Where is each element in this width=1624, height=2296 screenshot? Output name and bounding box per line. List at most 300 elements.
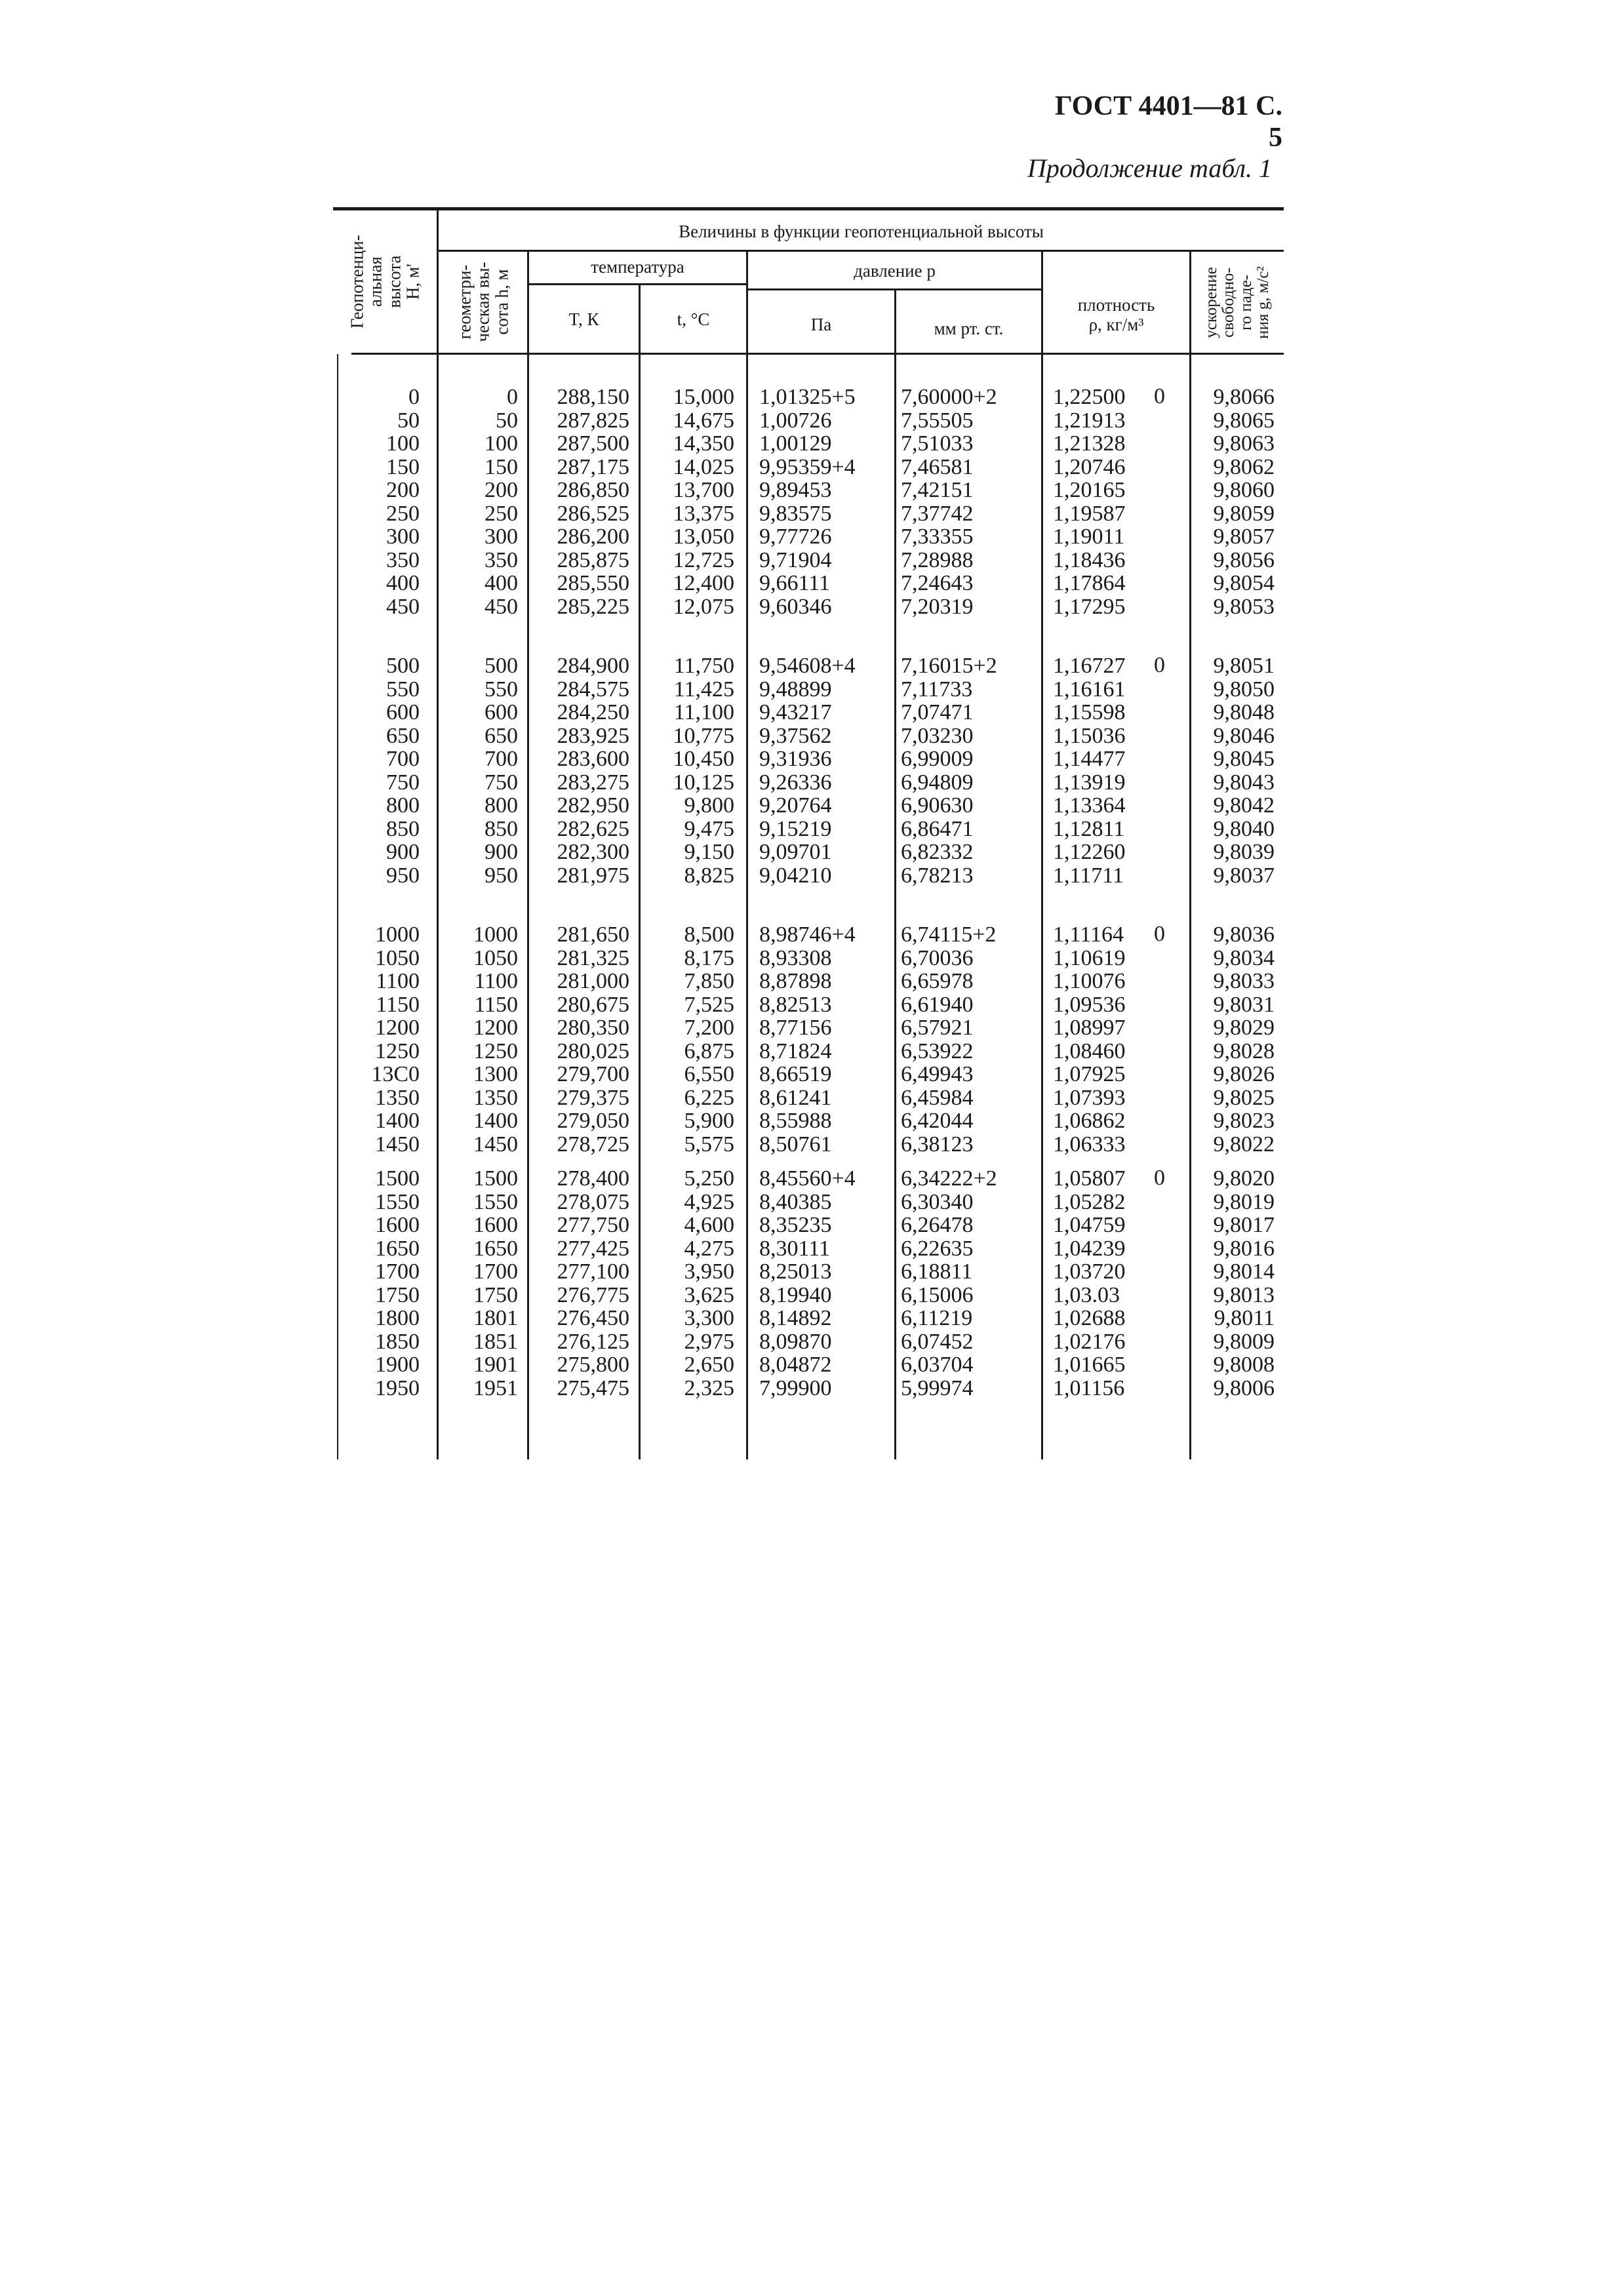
table-cell: 1,00129: [759, 431, 832, 456]
table-cell: 8,35235: [759, 1213, 832, 1237]
table-cell: 1550: [375, 1189, 420, 1214]
column-pressure-Pa: [759, 386, 890, 618]
table-cell: 9,26336: [759, 770, 832, 795]
table-cell: 280,025: [557, 1039, 629, 1063]
table-cell: 1050: [375, 945, 420, 970]
table-cell: 9,8033: [1213, 969, 1275, 993]
table-cell: 8,93308: [759, 945, 832, 970]
column-pressure-mmHg: [901, 1167, 1039, 1400]
table-cell: 4,600: [684, 1213, 734, 1237]
table-cell: 281,000: [557, 969, 629, 993]
table-cell: 7,20319: [901, 594, 974, 619]
table-cell: 8,77156: [759, 1016, 832, 1040]
table-cell: 285,875: [557, 547, 629, 572]
table-cell: 750: [485, 770, 518, 795]
table-cell: 8,14892: [759, 1306, 832, 1330]
table-cell: 284,575: [557, 677, 629, 702]
table-cell: 280,675: [557, 992, 629, 1017]
table-cell: 9,800: [684, 793, 734, 818]
table-cell: 281,325: [557, 945, 629, 970]
table-cell: 8,87898: [759, 969, 832, 993]
header-mmHg: мм рт. ст.: [934, 319, 1004, 338]
table-cell: 10,775: [673, 723, 734, 748]
table-cell: 1,09536: [1053, 992, 1126, 1017]
header-T-K: T, К: [568, 309, 599, 329]
table-cell: 10,450: [673, 747, 734, 771]
table-cell: 1,19587: [1053, 501, 1126, 526]
table-cell: 7,03230: [901, 723, 974, 748]
table-cell: 300: [386, 525, 420, 549]
table-cell: 6,70036: [901, 945, 974, 970]
col-divider-4: [746, 252, 748, 1459]
table-cell: 282,625: [557, 816, 629, 841]
table-cell: 550: [485, 677, 518, 702]
table-cell: 9,8020: [1213, 1166, 1275, 1191]
table-cell: 9,8026: [1213, 1062, 1275, 1086]
col-divider-2: [527, 252, 529, 1459]
table-cell: 8,25013: [759, 1259, 832, 1284]
table-cell: 1350: [375, 1085, 420, 1110]
column-geometric-height: [446, 923, 518, 1156]
table-cell: 1,13364: [1053, 793, 1126, 818]
density-multiplier: 0: [1154, 1166, 1165, 1190]
table-cell: 1,06862: [1053, 1109, 1126, 1133]
table-cell: 8,04872: [759, 1353, 832, 1377]
table-cell: 1851: [473, 1329, 518, 1354]
table-cell: 750: [386, 770, 420, 795]
density-multiplier: 0: [1154, 384, 1165, 408]
table-cell: 1,18436: [1053, 547, 1126, 572]
column-pressure-mmHg: [901, 654, 1039, 887]
table-cell: 600: [386, 700, 420, 724]
column-geometric-height: [446, 386, 518, 618]
table-cell: 3,625: [684, 1282, 734, 1307]
table-cell: 8,50761: [759, 1132, 832, 1157]
table-cell: 8,82513: [759, 992, 832, 1017]
table-cell: 9,8028: [1213, 1039, 1275, 1063]
table-cell: 1450: [375, 1132, 420, 1157]
table-cell: 9,60346: [759, 594, 832, 619]
column-pressure-Pa: [759, 923, 890, 1156]
table-cell: 281,650: [557, 922, 629, 947]
table-cell: 50: [397, 408, 420, 433]
table-cell: 9,8042: [1213, 793, 1275, 818]
table-cell: 275,475: [557, 1376, 629, 1400]
table-cell: 6,26478: [901, 1213, 974, 1237]
table-cell: 650: [386, 723, 420, 748]
table-cell: 6,99009: [901, 747, 974, 771]
table-cell: 1,04759: [1053, 1213, 1126, 1237]
table-cell: 1,01665: [1053, 1353, 1126, 1377]
table-cell: 9,8019: [1213, 1189, 1275, 1214]
table-cell: 450: [386, 594, 420, 619]
header-pressure: давление p: [854, 261, 936, 281]
table-cell: 1,04239: [1053, 1236, 1126, 1261]
table-cell: 286,850: [557, 478, 629, 502]
table-cell: 7,60000+2: [901, 385, 997, 409]
table-cell: 8,825: [684, 863, 734, 888]
table-cell: 5,575: [684, 1132, 734, 1157]
table-cell: 9,8008: [1213, 1353, 1275, 1377]
column-pressure-Pa: [759, 1167, 890, 1400]
table-cell: 600: [485, 700, 518, 724]
col-divider-5: [894, 288, 896, 1459]
table-cell: 1700: [473, 1259, 518, 1284]
table-cell: 1800: [375, 1306, 420, 1330]
table-cell: 7,525: [684, 992, 734, 1017]
table-cell: 1050: [473, 945, 518, 970]
table-cell: 8,71824: [759, 1039, 832, 1063]
table-cell: 1650: [375, 1236, 420, 1261]
table-cell: 900: [485, 840, 518, 864]
table-cell: 8,40385: [759, 1189, 832, 1214]
table-cell: 350: [485, 547, 518, 572]
table-cell: 6,550: [684, 1062, 734, 1086]
header-geometric-height: геометри- ческая вы- сота h, м: [454, 262, 511, 342]
table-cell: 9,09701: [759, 840, 832, 864]
table-cell: 14,350: [673, 431, 734, 456]
temperature-rule: [528, 283, 746, 285]
table-cell: 1500: [375, 1166, 420, 1191]
table-cell: 1,07925: [1053, 1062, 1126, 1086]
table-cell: 1,05282: [1053, 1189, 1126, 1214]
table-cell: 9,8034: [1213, 945, 1275, 970]
table-cell: 950: [485, 863, 518, 888]
table-cell: 1,08997: [1053, 1016, 1126, 1040]
continuation-label: Продолжение табл. 1: [1027, 153, 1272, 183]
table-cell: 6,18811: [901, 1259, 973, 1284]
table-cell: 6,15006: [901, 1282, 974, 1307]
column-temperature-C: [643, 1167, 734, 1400]
table-cell: 1200: [375, 1016, 420, 1040]
table-cell: 9,8054: [1213, 571, 1275, 595]
table-cell: 1,10076: [1053, 969, 1126, 993]
table-cell: 1,01156: [1053, 1376, 1125, 1400]
table-cell: 1550: [473, 1189, 518, 1214]
table-cell: 9,89453: [759, 478, 832, 502]
table-cell: 1951: [473, 1376, 518, 1400]
table-cell: 12,725: [673, 547, 734, 572]
header-t-C: t, °С: [677, 309, 710, 329]
table-cell: 5,99974: [901, 1376, 974, 1400]
table-cell: 1,13919: [1053, 770, 1126, 795]
table-cell: 1700: [375, 1259, 420, 1284]
table-cell: 1,11711: [1053, 863, 1124, 888]
table-cell: 284,900: [557, 654, 629, 678]
table-cell: 9,8039: [1213, 840, 1275, 864]
table-cell: 150: [485, 454, 518, 479]
table-cell: 5,900: [684, 1109, 734, 1133]
table-cell: 1500: [473, 1166, 518, 1191]
table-cell: 11,425: [673, 677, 734, 702]
table-cell: 7,55505: [901, 408, 974, 433]
table-cell: 7,37742: [901, 501, 974, 526]
table-cell: 9,77726: [759, 525, 832, 549]
table-cell: 7,850: [684, 969, 734, 993]
table-cell: 6,225: [684, 1085, 734, 1110]
table-cell: 7,42151: [901, 478, 974, 502]
table-cell: 0: [408, 385, 420, 409]
column-density: [1053, 1167, 1151, 1400]
table-cell: 7,07471: [901, 700, 974, 724]
table-cell: 1600: [473, 1213, 518, 1237]
table-cell: 277,425: [557, 1236, 629, 1261]
table-cell: 1100: [376, 969, 420, 993]
table-cell: 9,8037: [1213, 863, 1275, 888]
table-cell: 1,22500: [1053, 385, 1126, 409]
column-density: [1053, 654, 1151, 887]
table-cell: 6,875: [684, 1039, 734, 1063]
table-cell: 1,07393: [1053, 1085, 1126, 1110]
table-cell: 900: [386, 840, 420, 864]
table-cell: 6,61940: [901, 992, 974, 1017]
table-cell: 1450: [473, 1132, 518, 1157]
table-cell: 276,775: [557, 1282, 629, 1307]
table-cell: 9,95359+4: [759, 454, 856, 479]
header-Pa: Па: [810, 315, 832, 334]
table-cell: 6,45984: [901, 1085, 974, 1110]
table-cell: 1400: [375, 1109, 420, 1133]
column-gravity: [1193, 1167, 1275, 1400]
header-density: плотность ρ, кг/м³: [1077, 295, 1155, 334]
table-cell: 8,98746+4: [759, 922, 856, 947]
table-cell: 1,06333: [1053, 1132, 1126, 1157]
table-cell: 286,200: [557, 525, 629, 549]
table-cell: 277,100: [557, 1259, 629, 1284]
table-cell: 500: [386, 654, 420, 678]
table-cell: 7,24643: [901, 571, 974, 595]
table-cell: 6,11219: [901, 1306, 973, 1330]
table-cell: 1900: [375, 1353, 420, 1377]
table-cell: 8,19940: [759, 1282, 832, 1307]
table-cell: 1,10619: [1053, 945, 1126, 970]
table-cell: 1,20165: [1053, 478, 1126, 502]
table-cell: 3,300: [684, 1306, 734, 1330]
table-cell: 2,325: [684, 1376, 734, 1400]
table-cell: 1,08460: [1053, 1039, 1126, 1063]
column-geopotential-height: [341, 1167, 420, 1400]
table-cell: 9,8059: [1213, 501, 1275, 526]
table-cell: 13,700: [673, 478, 734, 502]
header-geopotential-height: Геопотенци- альная высота H, м': [347, 235, 423, 328]
table-cell: 278,075: [557, 1189, 629, 1214]
table-cell: 8,500: [684, 922, 734, 947]
table-cell: 276,450: [557, 1306, 629, 1330]
table-cell: 9,20764: [759, 793, 832, 818]
table-cell: 6,34222+2: [901, 1166, 997, 1191]
table-cell: 9,83575: [759, 501, 832, 526]
table-cell: 1250: [473, 1039, 518, 1063]
table-cell: 8,45560+4: [759, 1166, 856, 1191]
table-cell: 9,8006: [1213, 1376, 1275, 1400]
table-cell: 6,53922: [901, 1039, 974, 1063]
table-cell: 700: [485, 747, 518, 771]
table-cell: 700: [386, 747, 420, 771]
table-cell: 800: [485, 793, 518, 818]
table-cell: 2,650: [684, 1353, 734, 1377]
table-cell: 10,125: [673, 770, 734, 795]
table-cell: 284,250: [557, 700, 629, 724]
table-cell: 279,375: [557, 1085, 629, 1110]
table-cell: 9,8060: [1213, 478, 1275, 502]
table-cell: 285,225: [557, 594, 629, 619]
table-cell: 287,175: [557, 454, 629, 479]
table-cell: 100: [386, 431, 420, 456]
table-cell: 1100: [474, 969, 518, 993]
table-cell: 13,375: [673, 501, 734, 526]
table-cell: 9,8046: [1213, 723, 1275, 748]
table-cell: 4,925: [684, 1189, 734, 1214]
table-cell: 275,800: [557, 1353, 629, 1377]
table-cell: 1,03.03: [1053, 1282, 1120, 1307]
table-cell: 950: [386, 863, 420, 888]
table-cell: 400: [386, 571, 420, 595]
table-cell: 1350: [473, 1085, 518, 1110]
table-cell: 5,250: [684, 1166, 734, 1191]
table-cell: 9,8040: [1213, 816, 1275, 841]
table-cell: 9,37562: [759, 723, 832, 748]
table-cell: 279,050: [557, 1109, 629, 1133]
column-pressure-mmHg: [901, 923, 1039, 1156]
table-cell: 1901: [473, 1353, 518, 1377]
column-pressure-mmHg: [901, 386, 1039, 618]
column-geopotential-height: [341, 654, 420, 887]
table-cell: 288,150: [557, 385, 629, 409]
table-cell: 1650: [473, 1236, 518, 1261]
table-cell: 1750: [375, 1282, 420, 1307]
table-cell: 1,12260: [1053, 840, 1126, 864]
table-cell: 3,950: [684, 1259, 734, 1284]
table-cell: 1,11164: [1053, 922, 1124, 947]
column-temperature-K: [531, 386, 629, 618]
table-cell: 1,12811: [1053, 816, 1125, 841]
table-cell: 7,51033: [901, 431, 974, 456]
table-cell: 1,21913: [1053, 408, 1126, 433]
table-cell: 9,66111: [759, 571, 830, 595]
table-cell: 7,200: [684, 1016, 734, 1040]
table-cell: 150: [386, 454, 420, 479]
col-divider-3: [639, 283, 641, 1459]
table-cell: 15,000: [673, 385, 734, 409]
table-cell: 9,15219: [759, 816, 832, 841]
table-cell: 9,8029: [1213, 1016, 1275, 1040]
table-cell: 9,8062: [1213, 454, 1275, 479]
table-cell: 450: [485, 594, 518, 619]
column-geopotential-height: [341, 386, 420, 618]
table-cell: 12,400: [673, 571, 734, 595]
table-cell: 276,125: [557, 1329, 629, 1354]
table-cell: 1,00726: [759, 408, 832, 433]
table-cell: 286,525: [557, 501, 629, 526]
col-divider-7: [1189, 252, 1191, 1459]
column-temperature-K: [531, 923, 629, 1156]
table-cell: 9,43217: [759, 700, 832, 724]
table-cell: 9,8051: [1213, 654, 1275, 678]
table-cell: 7,99900: [759, 1376, 832, 1400]
table-cell: 7,46581: [901, 454, 974, 479]
column-geometric-height: [446, 1167, 518, 1400]
column-pressure-Pa: [759, 654, 890, 887]
table-cell: 200: [485, 478, 518, 502]
table-cell: 500: [485, 654, 518, 678]
group-title-rule: [437, 250, 1284, 252]
table-cell: 9,8011: [1214, 1306, 1275, 1330]
table-cell: 9,8045: [1213, 747, 1275, 771]
table-cell: 1,17864: [1053, 571, 1126, 595]
table-cell: 1000: [473, 922, 518, 947]
table-cell: 6,86471: [901, 816, 974, 841]
table-cell: 283,275: [557, 770, 629, 795]
column-temperature-C: [643, 654, 734, 887]
table-cell: 6,07452: [901, 1329, 974, 1354]
table-cell: 9,8053: [1213, 594, 1275, 619]
column-temperature-K: [531, 654, 629, 887]
table-cell: 9,8022: [1213, 1132, 1275, 1157]
table-cell: 9,8036: [1213, 922, 1275, 947]
table-cell: 9,8043: [1213, 770, 1275, 795]
table-cell: 6,82332: [901, 840, 974, 864]
table-cell: 9,150: [684, 840, 734, 864]
table-cell: 9,8063: [1213, 431, 1275, 456]
table-cell: 6,49943: [901, 1062, 974, 1086]
column-temperature-C: [643, 386, 734, 618]
table-cell: 9,54608+4: [759, 654, 856, 678]
header-group-title: Величины в функции геопотенциальной высоты: [679, 222, 1044, 241]
table-cell: 200: [386, 478, 420, 502]
table-cell: 100: [485, 431, 518, 456]
table-cell: 6,57921: [901, 1016, 974, 1040]
table-cell: 8,30111: [759, 1236, 830, 1261]
table-cell: 1000: [375, 922, 420, 947]
table-cell: 7,16015+2: [901, 654, 997, 678]
table-cell: 280,350: [557, 1016, 629, 1040]
table-cell: 1,02688: [1053, 1306, 1126, 1330]
table-cell: 0: [507, 385, 518, 409]
table-cell: 1,16161: [1053, 677, 1126, 702]
table-cell: 1,17295: [1053, 594, 1126, 619]
table-cell: 1300: [473, 1062, 518, 1086]
table-cell: 6,03704: [901, 1353, 974, 1377]
table-cell: 6,90630: [901, 793, 974, 818]
table-cell: 283,600: [557, 747, 629, 771]
table-cell: 8,175: [684, 945, 734, 970]
table-cell: 287,825: [557, 408, 629, 433]
column-geopotential-height: [341, 923, 420, 1156]
table-cell: 1,01325+5: [759, 385, 856, 409]
table-cell: 8,61241: [759, 1085, 832, 1110]
table-cell: 8,55988: [759, 1109, 832, 1133]
table-cell: 7,33355: [901, 525, 974, 549]
table-cell: 1850: [375, 1329, 420, 1354]
table-cell: 550: [386, 677, 420, 702]
col-divider-6: [1041, 252, 1043, 1459]
table-top-rule: [333, 207, 1284, 210]
table-cell: 278,725: [557, 1132, 629, 1157]
table-cell: 250: [386, 501, 420, 526]
table-cell: 285,550: [557, 571, 629, 595]
table-cell: 1801: [473, 1306, 518, 1330]
table-cell: 850: [485, 816, 518, 841]
column-geometric-height: [446, 654, 518, 887]
table-cell: 8,09870: [759, 1329, 832, 1354]
table-cell: 6,42044: [901, 1109, 974, 1133]
table-cell: 287,500: [557, 431, 629, 456]
table-cell: 6,38123: [901, 1132, 974, 1157]
table-cell: 9,31936: [759, 747, 832, 771]
table-cell: 2,975: [684, 1329, 734, 1354]
table-cell: 1,20746: [1053, 454, 1126, 479]
table-cell: 1200: [473, 1016, 518, 1040]
